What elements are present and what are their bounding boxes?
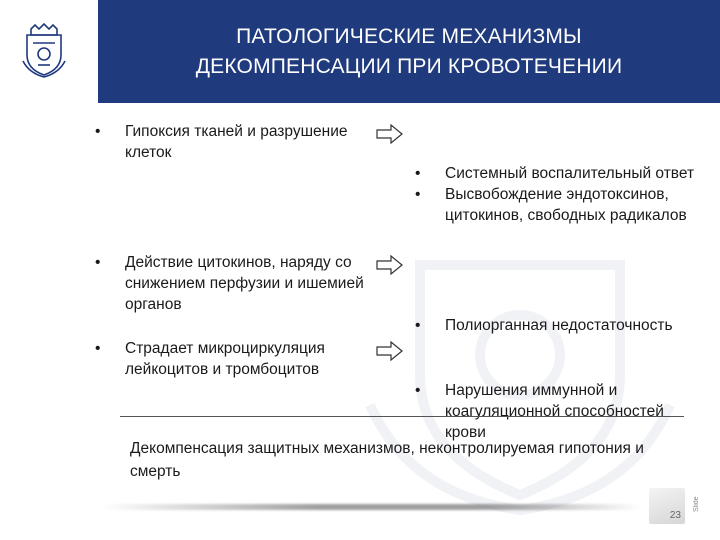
footer-shadow-bar bbox=[102, 504, 642, 510]
effect-text: Высвобождение эндотоксинов, цитокинов, свободных радикалов bbox=[445, 186, 687, 224]
effect-list bbox=[415, 315, 705, 336]
effect-item bbox=[415, 163, 705, 184]
right-arrow-outline-icon bbox=[376, 341, 404, 361]
title-banner bbox=[98, 0, 720, 103]
slide-label: Slide bbox=[693, 496, 700, 512]
cause-text: Действие цитокинов, наряду со снижением перфузии и ишемией органов bbox=[125, 254, 364, 313]
cause-text: Гипоксия тканей и разрушение клеток bbox=[125, 123, 348, 161]
effect-text: Нарушения иммунной и коагуляционной способностей крови bbox=[445, 382, 664, 441]
cause-item bbox=[95, 338, 375, 380]
bullet: • bbox=[415, 165, 421, 182]
right-arrow-outline-icon bbox=[376, 255, 404, 275]
right-arrow-outline-icon bbox=[376, 124, 404, 144]
effect-item bbox=[415, 315, 705, 336]
bullet: • bbox=[95, 340, 101, 357]
page-number: 23 bbox=[669, 510, 681, 521]
mechanism-row-2 bbox=[0, 252, 720, 334]
effect-list bbox=[415, 380, 705, 443]
effect-text: Полиорганная недостаточность bbox=[445, 317, 673, 334]
university-crest-icon bbox=[19, 21, 69, 79]
bullet: • bbox=[95, 123, 101, 140]
cause-item bbox=[95, 121, 375, 163]
cause-text: Страдает микроциркуляция лейкоцитов и тромбоцитов bbox=[125, 340, 325, 378]
university-logo bbox=[0, 0, 88, 100]
effect-list bbox=[415, 163, 705, 226]
title-line-1: ПАТОЛОГИЧЕСКИЕ МЕХАНИЗМЫ bbox=[236, 24, 582, 48]
title-line-2: ДЕКОМПЕНСАЦИИ ПРИ КРОВОТЕЧЕНИИ bbox=[195, 54, 623, 78]
effect-item bbox=[415, 184, 705, 226]
mechanism-row-3 bbox=[0, 338, 720, 441]
bullet: • bbox=[415, 317, 421, 334]
conclusion-text: Декомпенсация защитных механизмов, неконтролируемая гипотония и смерть bbox=[130, 440, 644, 480]
divider bbox=[120, 416, 684, 417]
page-number-box bbox=[649, 488, 685, 524]
bullet: • bbox=[415, 382, 421, 399]
bullet: • bbox=[95, 254, 101, 271]
effect-item bbox=[415, 380, 705, 443]
page-title bbox=[196, 22, 623, 82]
effect-text: Системный воспалительный ответ bbox=[445, 165, 695, 182]
cause-item bbox=[95, 252, 375, 315]
mechanism-row-1 bbox=[0, 121, 720, 224]
bullet: • bbox=[415, 186, 421, 203]
